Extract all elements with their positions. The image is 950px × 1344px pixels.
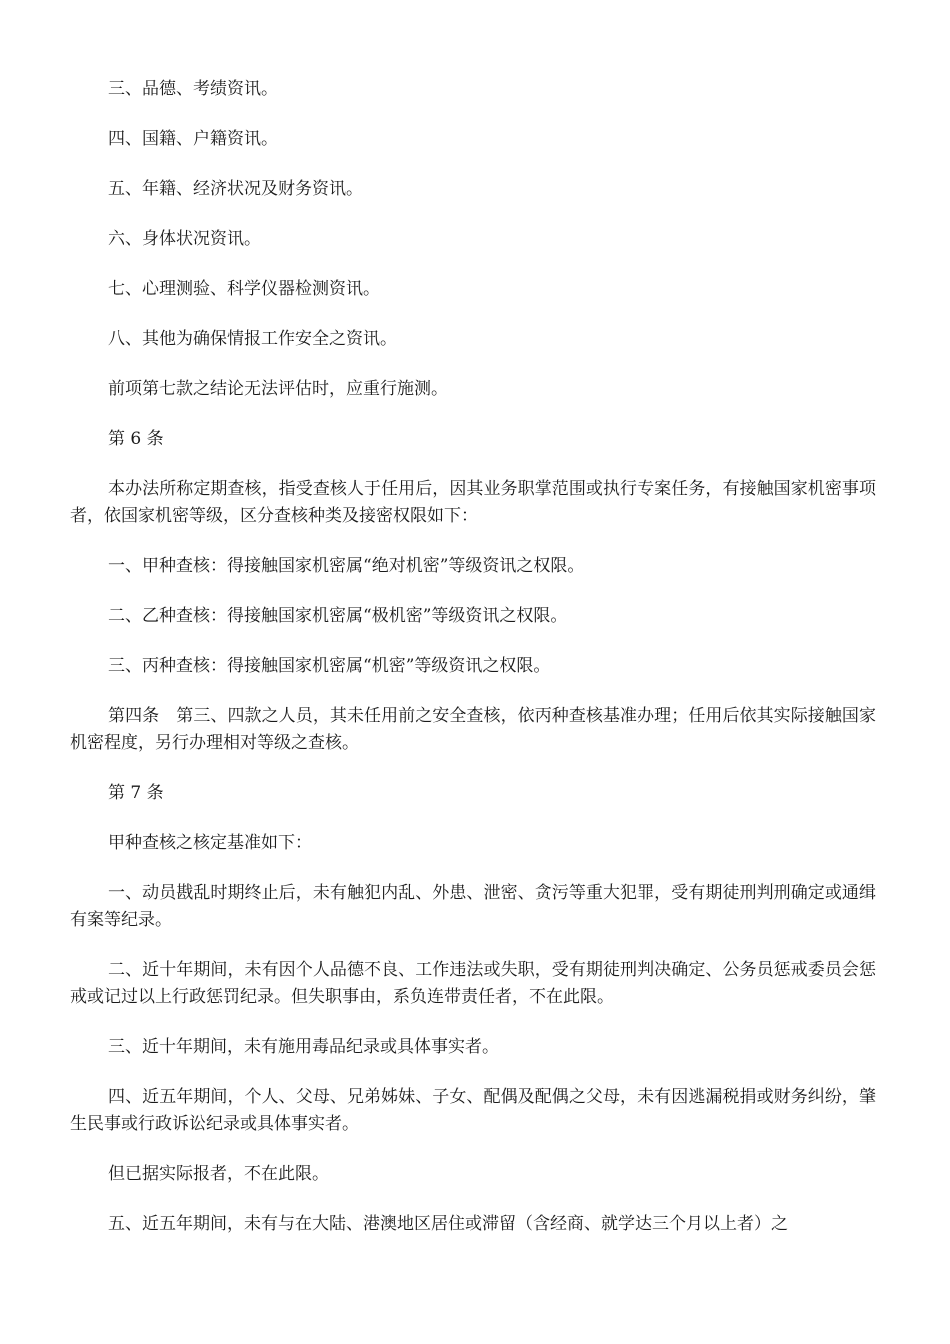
article-heading: 第 7 条 xyxy=(108,783,164,803)
paragraph: 三、近十年期间，未有施用毒品纪录或具体事实者。 xyxy=(108,1037,499,1057)
article-heading: 第 6 条 xyxy=(108,429,164,449)
paragraph: 四、近五年期间，个人、父母、兄弟姊妹、子女、配偶及配偶之父母，未有因逃漏税捐或财务纠纷，肇生民事或行政诉讼纪录或具体事实者。 xyxy=(70,1087,876,1134)
paragraph: 六、身体状况资讯。 xyxy=(108,229,261,249)
paragraph: 甲种查核之核定基准如下： xyxy=(108,833,312,853)
paragraph: 一、动员戡乱时期终止后，未有触犯内乱、外患、泄密、贪污等重大犯罪，受有期徒刑判刑确定或通缉有案等纪录。 xyxy=(70,883,876,930)
paragraph: 二、乙种查核：得接触国家机密属“极机密”等级资讯之权限。 xyxy=(108,606,568,626)
document-page xyxy=(70,76,876,1261)
paragraph: 但已据实际报者，不在此限。 xyxy=(108,1164,329,1184)
paragraph: 七、心理测验、科学仪器检测资讯。 xyxy=(108,279,380,299)
paragraph: 二、近十年期间，未有因个人品德不良、工作违法或失职，受有期徒刑判决确定、公务员惩戒委员会惩戒或记过以上行政惩罚纪录。但失职事由，系负连带责任者，不在此限。 xyxy=(70,960,876,1007)
paragraph: 五、年籍、经济状况及财务资讯。 xyxy=(108,179,363,199)
paragraph: 五、近五年期间，未有与在大陆、港澳地区居住或滞留（含经商、就学达三个月以上者）之 xyxy=(108,1214,788,1234)
paragraph: 八、其他为确保情报工作安全之资讯。 xyxy=(108,329,397,349)
paragraph: 前项第七款之结论无法评估时，应重行施测。 xyxy=(108,379,448,399)
paragraph: 本办法所称定期查核，指受查核人于任用后，因其业务职掌范围或执行专案任务，有接触国家机密事项者，依国家机密等级，区分查核种类及接密权限如下： xyxy=(70,479,876,526)
paragraph: 第四条 第三、四款之人员，其未任用前之安全查核，依丙种查核基准办理；任用后依其实际接触国家机密程度，另行办理相对等级之查核。 xyxy=(70,706,876,753)
paragraph: 三、丙种查核：得接触国家机密属“机密”等级资讯之权限。 xyxy=(108,656,551,676)
paragraph: 四、国籍、户籍资讯。 xyxy=(108,129,278,149)
paragraph: 三、品德、考绩资讯。 xyxy=(108,79,278,99)
paragraph: 一、甲种查核：得接触国家机密属“绝对机密”等级资讯之权限。 xyxy=(108,556,585,576)
